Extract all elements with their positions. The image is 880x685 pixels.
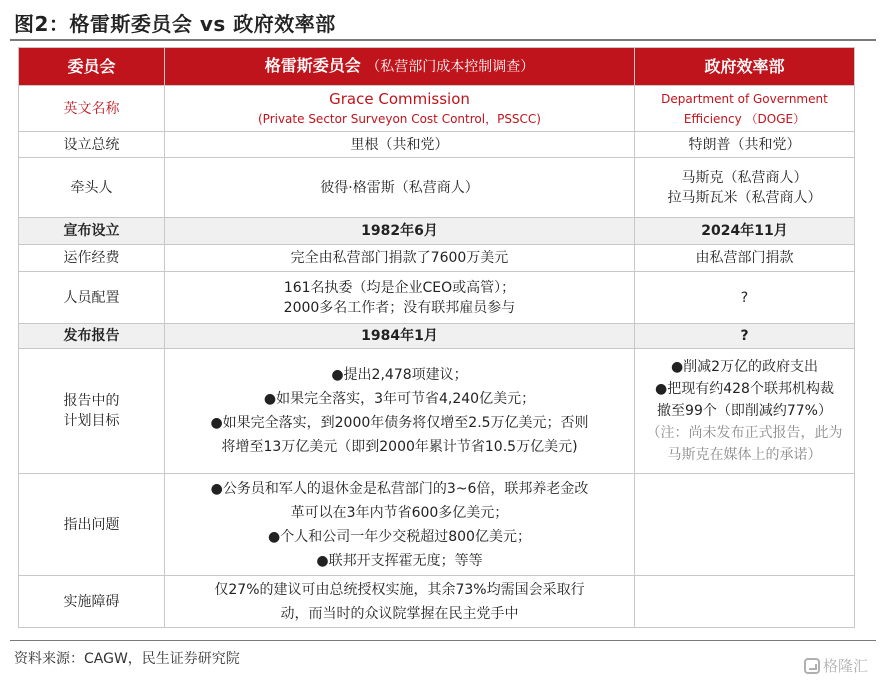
row-label: 人员配置 — [19, 272, 165, 324]
grace-issue-4: ●联邦开支挥霍无度；等等 — [316, 552, 483, 569]
watermark — [804, 655, 868, 676]
table-row-goals — [19, 349, 855, 474]
cell-grace — [165, 272, 635, 324]
row-label: 宣布设立 — [19, 218, 165, 245]
header-committee: 委员会 — [19, 48, 165, 86]
header-doge: 政府效率部 — [635, 48, 855, 86]
cell-doge: 特朗普（共和党） — [635, 132, 855, 158]
footer-divider — [10, 640, 876, 641]
table-row-funding — [19, 245, 855, 272]
doge-goal-1: ●削减2万亿的政府支出 — [670, 359, 819, 375]
cell-grace — [165, 474, 635, 576]
grace-obstacle-2: 动，而当时的众议院掌握在民主党手中 — [280, 605, 519, 622]
table-row-established — [19, 218, 855, 245]
table-row-president — [19, 132, 855, 158]
doge-leader-1: 马斯克（私营商人） — [681, 169, 808, 186]
cell-grace: 1984年1月 — [165, 324, 635, 349]
watermark-text: 格隆汇 — [822, 657, 868, 675]
comparison-table — [18, 47, 855, 628]
table-row-issues — [19, 474, 855, 576]
header-grace-sub: （私营部门成本控制调查） — [366, 59, 535, 75]
cell-doge: ? — [635, 324, 855, 349]
doge-goal-note-1: （注：尚未发布正式报告，此为 — [646, 425, 843, 441]
cell-grace: 彼得·格雷斯（私营商人） — [165, 158, 635, 218]
grace-goal-2: ●如果完全落实，3年可节省4,240亿美元； — [263, 391, 536, 407]
table-row-leader — [19, 158, 855, 218]
doge-english-line1: Department of Government — [661, 91, 828, 106]
row-label: 发布报告 — [19, 324, 165, 349]
grace-staff-1: 161名执委（均是企业CEO或高管）； — [283, 279, 516, 296]
table-row-obstacles — [19, 576, 855, 628]
cell-doge: ? — [635, 272, 855, 324]
grace-goal-4: 将增至13万亿美元（即到2000年累计节省10.5万亿美元) — [221, 439, 578, 455]
cell-grace — [165, 576, 635, 628]
cell-doge — [635, 474, 855, 576]
cell-grace: 1982年6月 — [165, 218, 635, 245]
doge-goal-3: 撤至99个（即削减约77%） — [657, 403, 832, 419]
goals-label-2: 计划目标 — [63, 413, 120, 429]
row-label: 指出问题 — [19, 474, 165, 576]
cell-grace: 完全由私营部门捐款了7600万美元 — [165, 245, 635, 272]
grace-issue-3: ●个人和公司一年少交税超过800亿美元； — [268, 528, 531, 545]
doge-leader-2: 拉马斯瓦米（私营商人） — [667, 189, 822, 206]
row-label: 设立总统 — [19, 132, 165, 158]
cell-doge: 2024年11月 — [635, 218, 855, 245]
grace-goal-1: ●提出2,478项建议； — [331, 367, 468, 383]
grace-staff-2: 2000多名工作者；没有联邦雇员参与 — [283, 299, 516, 316]
goals-label-1: 报告中的 — [63, 393, 120, 409]
grace-issue-2: 革可以在3年内节省600多亿美元； — [290, 504, 509, 521]
row-label: 实施障碍 — [19, 576, 165, 628]
header-grace-main: 格雷斯委员会 — [264, 56, 361, 75]
cell-doge — [635, 86, 855, 132]
cell-grace — [165, 86, 635, 132]
watermark-logo-icon — [804, 658, 820, 674]
cell-doge — [635, 158, 855, 218]
grace-english-name: Grace Commission — [329, 89, 470, 108]
grace-obstacle-1: 仅27%的建议可由总统授权实施，其余73%均需国会采取行 — [214, 581, 585, 598]
table-row-english-name — [19, 86, 855, 132]
table-header-row — [19, 48, 855, 86]
grace-english-fullname: (Private Sector Surveyon Cost Control，PSSCC) — [257, 111, 541, 126]
doge-english-line2: Efficiency （DOGE） — [683, 111, 806, 126]
cell-doge — [635, 349, 855, 474]
figure-title: 图2：格雷斯委员会 vs 政府效率部 — [14, 12, 336, 36]
grace-goal-3: ●如果完全落实，到2000年债务将仅增至2.5万亿美元；否则 — [210, 415, 589, 431]
row-label: 牵头人 — [19, 158, 165, 218]
table-row-report — [19, 324, 855, 349]
row-label — [19, 349, 165, 474]
grace-issue-1: ●公务员和军人的退休金是私营部门的3~6倍，联邦养老金改 — [210, 480, 589, 497]
header-grace — [165, 48, 635, 86]
title-divider — [10, 39, 876, 41]
doge-goal-2: ●把现有约428个联邦机构裁 — [655, 381, 834, 397]
row-label: 英文名称 — [19, 86, 165, 132]
cell-doge — [635, 576, 855, 628]
doge-goal-note-2: 马斯克在媒体上的承诺） — [667, 447, 822, 463]
table-row-staffing — [19, 272, 855, 324]
source-note: 资料来源：CAGW，民生证券研究院 — [14, 651, 240, 667]
cell-doge: 由私营部门捐款 — [635, 245, 855, 272]
row-label: 运作经费 — [19, 245, 165, 272]
cell-grace — [165, 349, 635, 474]
cell-grace: 里根（共和党） — [165, 132, 635, 158]
